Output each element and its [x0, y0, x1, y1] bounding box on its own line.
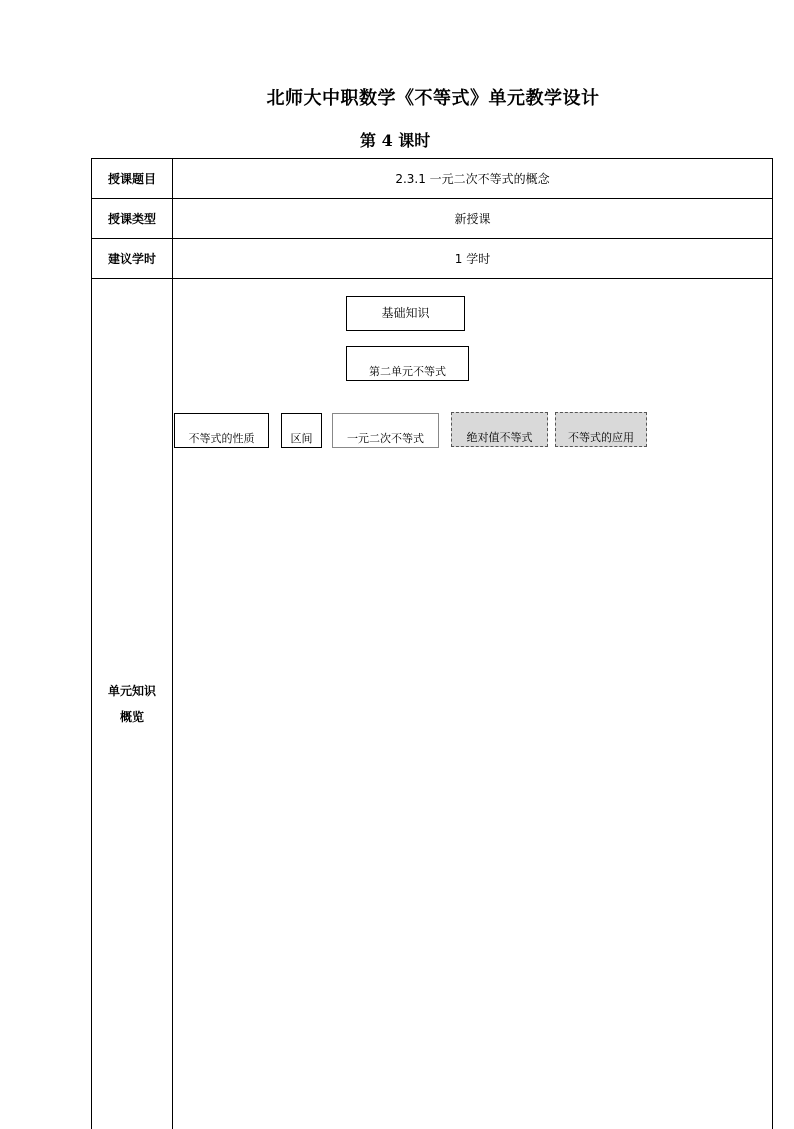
- diagram-topic-quadratic: 一元二次不等式: [332, 413, 439, 448]
- type-value: 新授课: [173, 199, 773, 239]
- lesson-info-table: [91, 158, 773, 1129]
- type-label: 授课类型: [92, 199, 173, 239]
- table-row-hours: [92, 239, 773, 279]
- diagram-unit-box: 第二单元不等式: [346, 346, 469, 381]
- knowledge-diagram: [173, 279, 773, 479]
- table-row-topic: [92, 159, 773, 199]
- topic-label: 授课题目: [92, 159, 173, 199]
- overview-label-line1: 单元知识: [92, 678, 172, 704]
- hours-value: 1 学时: [173, 239, 773, 279]
- document-title-text: 北师大中职数学《不等式》单元教学设计: [267, 88, 600, 109]
- diagram-root-box: 基础知识: [346, 296, 465, 331]
- diagram-topic-interval: 区间: [281, 413, 322, 448]
- lesson-number: 第 4 课时: [360, 128, 430, 151]
- table-row-overview: [92, 279, 773, 1129]
- document-title: [0, 84, 794, 110]
- topic-value: 2.3.1 一元二次不等式的概念: [173, 159, 773, 199]
- overview-label: [92, 279, 173, 1129]
- diagram-topic-properties: 不等式的性质: [174, 413, 269, 448]
- overview-label-line2: 概览: [92, 704, 172, 730]
- diagram-topic-absolute: 绝对值不等式: [451, 412, 548, 447]
- table-row-type: [92, 199, 773, 239]
- diagram-topic-application: 不等式的应用: [555, 412, 647, 447]
- hours-label: 建议学时: [92, 239, 173, 279]
- overview-content: [173, 279, 773, 1129]
